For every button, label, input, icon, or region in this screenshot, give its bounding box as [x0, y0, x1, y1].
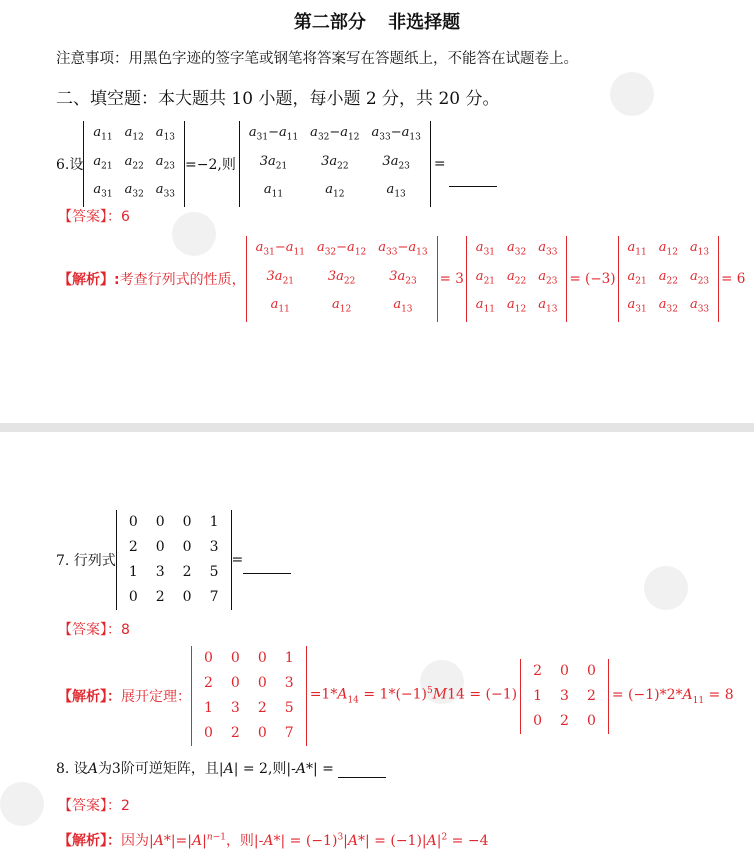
q6-given-value: =−2,则	[185, 156, 236, 173]
matrix-entry: 0	[533, 712, 543, 729]
matrix-entry: $3a_{23}$	[389, 268, 417, 287]
matrix-row	[524, 659, 605, 684]
matrix-entry: $a_{12}$	[658, 240, 678, 258]
analysis-label: 【解析】：	[58, 689, 121, 705]
matrix-entry: $a_{33}$	[538, 240, 558, 258]
matrix-entry: $a_{32}$	[124, 182, 144, 200]
matrix-entry: 0	[257, 650, 267, 666]
title-part2: 非选择题	[388, 12, 461, 33]
matrix-entry: 5	[284, 700, 294, 716]
q6-analysis-determinant-1	[246, 236, 438, 322]
matrix-row	[250, 265, 434, 294]
matrix-entry: 0	[204, 650, 213, 666]
matrix-entry: 0	[204, 725, 213, 741]
matrix-row	[87, 178, 181, 207]
matrix-entry: $a_{13}$	[155, 125, 176, 143]
q8-answer-blank	[338, 761, 386, 778]
q8-answer-row	[58, 795, 130, 815]
q6-answer-blank	[449, 166, 497, 187]
q7-minor-determinant	[520, 659, 609, 734]
q6-step2: = (−3)	[569, 270, 616, 287]
matrix-entry: $a_{23}$	[155, 153, 176, 172]
page-title	[0, 8, 754, 34]
matrix-entry: $a_{13}$	[538, 297, 558, 315]
q7-answer: 8	[121, 622, 130, 638]
matrix-row	[243, 121, 427, 150]
matrix-entry: $a_{13}$	[689, 240, 710, 258]
matrix-entry: $a_{32}-a_{12}$	[316, 240, 367, 258]
matrix-entry: 0	[128, 514, 138, 530]
matrix-row	[524, 709, 605, 734]
q7-result: = $(-1)*2*A_{11} = 8$	[611, 686, 734, 706]
matrix-row	[120, 535, 228, 560]
matrix-entry: 2	[257, 700, 267, 716]
matrix-row	[120, 585, 228, 610]
matrix-entry: 3	[209, 539, 219, 555]
matrix-entry: $a_{21}$	[93, 153, 113, 172]
q6-answer-row	[58, 206, 130, 226]
matrix-row	[470, 293, 564, 322]
q7-determinant	[116, 510, 232, 610]
matrix-row	[243, 150, 427, 179]
matrix-row	[250, 293, 434, 322]
analysis-label: 【解析】:	[58, 271, 120, 288]
matrix-entry: $a_{11}$	[263, 182, 284, 200]
matrix-entry: $a_{33}$	[689, 297, 710, 315]
matrix-entry: 2	[230, 725, 240, 741]
matrix-entry: 0	[230, 675, 240, 691]
matrix-entry: $a_{11}$	[270, 297, 290, 315]
matrix-row	[195, 696, 303, 721]
matrix-entry: 0	[182, 539, 192, 555]
q7-analysis-determinant	[191, 646, 307, 746]
q8-analysis	[58, 830, 489, 850]
matrix-entry: 1	[204, 700, 213, 716]
q6-analysis-determinant-3	[618, 236, 720, 322]
watermark-logo	[0, 782, 44, 826]
q7-equals: =	[231, 552, 244, 568]
matrix-entry: $a_{23}$	[538, 268, 558, 287]
matrix-entry: 1	[209, 514, 219, 530]
answer-label: 【答案】：	[58, 622, 121, 638]
matrix-entry: 2	[204, 675, 213, 691]
q6-given-determinant	[83, 121, 185, 207]
matrix-row	[250, 236, 434, 265]
matrix-entry: 3	[560, 687, 569, 704]
matrix-entry: 3	[230, 700, 240, 716]
matrix-entry: $a_{22}$	[658, 268, 678, 287]
analysis-label: 【解析】：	[58, 833, 121, 849]
matrix-entry: 2	[155, 589, 165, 605]
q6-analysis-determinant-2	[466, 236, 568, 322]
matrix-entry: $3a_{22}$	[327, 268, 356, 287]
matrix-entry: 0	[560, 662, 569, 679]
matrix-entry: $a_{23}$	[689, 268, 710, 287]
q7-answer-row	[58, 619, 130, 639]
matrix-entry: $a_{31}-a_{11}$	[255, 240, 305, 258]
answer-label: 【答案】：	[58, 798, 121, 814]
q8-question: 8. 设A为3阶可逆矩阵，且|A| = 2,则|-A*| =	[56, 761, 339, 777]
q7-answer-blank	[243, 553, 291, 574]
watermark-logo	[644, 566, 688, 610]
matrix-entry: $a_{31}$	[93, 182, 113, 200]
matrix-row	[470, 236, 564, 265]
instructions-note: 注意事项：用黑色字迹的签字笔或钢笔将答案写在答题纸上，不能答在试题卷上。	[56, 51, 578, 67]
q7-prefix: 7. 行列式	[56, 553, 116, 569]
answer-label: 【答案】：	[58, 209, 121, 225]
matrix-entry: 1	[284, 650, 294, 666]
matrix-entry: $a_{12}$	[331, 297, 352, 315]
matrix-entry: $a_{32}-a_{12}$	[310, 125, 360, 143]
q7-analysis-text: 展开定理：	[121, 689, 191, 705]
q7-expansion: $=1*A_{14} = 1*(-1)^5M14 = (-1)$	[309, 686, 518, 706]
matrix-entry: $a_{11}$	[627, 240, 647, 258]
matrix-row	[87, 121, 181, 150]
matrix-row	[87, 150, 181, 179]
matrix-entry: $a_{31}$	[475, 240, 496, 258]
matrix-row	[622, 236, 716, 265]
matrix-row	[195, 721, 303, 746]
matrix-entry: 0	[182, 514, 192, 530]
matrix-entry: 0	[155, 539, 165, 555]
matrix-entry: 7	[284, 725, 294, 741]
matrix-entry: $a_{11}$	[93, 125, 113, 143]
q6-target-determinant	[239, 121, 431, 207]
matrix-entry: $3a_{21}$	[259, 153, 288, 172]
matrix-entry: $a_{12}$	[124, 125, 144, 143]
matrix-entry: 3	[284, 675, 294, 691]
matrix-row	[524, 684, 605, 709]
matrix-entry: $a_{11}$	[475, 297, 496, 315]
watermark-logo	[610, 72, 654, 116]
question-6	[56, 121, 497, 207]
matrix-entry: $a_{32}$	[658, 297, 678, 315]
matrix-entry: 2	[182, 564, 192, 580]
matrix-entry: 3	[155, 564, 165, 580]
q6-step1: = 3	[439, 270, 464, 287]
q6-prefix: 6.设	[56, 156, 84, 173]
matrix-entry: $a_{22}$	[124, 153, 144, 172]
matrix-entry: $a_{32}$	[507, 240, 527, 258]
matrix-entry: 2	[586, 687, 596, 704]
matrix-entry: $a_{12}$	[325, 182, 345, 200]
q6-answer: 6	[121, 209, 130, 225]
section-heading: 二、填空题：本大题共 10 小题，每小题 2 分，共 20 分。	[56, 89, 500, 109]
matrix-entry: 5	[209, 564, 219, 580]
matrix-entry: 1	[533, 687, 543, 704]
matrix-entry: $a_{12}$	[507, 297, 527, 315]
matrix-entry: $3a_{23}$	[382, 153, 410, 172]
matrix-row	[120, 560, 228, 585]
q6-result: = 6	[721, 270, 746, 287]
matrix-entry: $a_{13}$	[386, 182, 406, 200]
matrix-entry: 1	[128, 564, 138, 580]
matrix-entry: 0	[257, 675, 267, 691]
matrix-entry: $a_{33}$	[155, 182, 176, 200]
title-part1: 第二部分	[293, 12, 366, 33]
matrix-row	[195, 671, 303, 696]
matrix-entry: $a_{21}$	[627, 268, 647, 287]
matrix-entry: 0	[586, 712, 596, 729]
matrix-entry: $a_{31}-a_{11}$	[248, 125, 299, 143]
question-7	[56, 510, 291, 610]
matrix-row	[622, 265, 716, 294]
matrix-entry: 0	[128, 589, 138, 605]
matrix-entry: $a_{33}-a_{13}$	[371, 125, 421, 143]
matrix-entry: $a_{21}$	[475, 268, 496, 287]
question-8	[56, 758, 386, 778]
matrix-row	[470, 265, 564, 294]
q8-answer: 2	[121, 798, 130, 814]
matrix-entry: 0	[257, 725, 267, 741]
matrix-entry: $3a_{21}$	[266, 268, 295, 287]
matrix-entry: $a_{22}$	[507, 268, 527, 287]
matrix-row	[243, 178, 427, 207]
q6-equals: =	[433, 155, 446, 172]
matrix-row	[120, 510, 228, 535]
matrix-entry: 2	[560, 712, 569, 729]
q6-analysis-text: 考查行列式的性质，	[119, 271, 246, 288]
page-divider	[0, 423, 754, 432]
matrix-entry: $a_{31}$	[627, 297, 647, 315]
matrix-entry: 0	[586, 662, 596, 679]
q6-analysis	[58, 236, 745, 322]
matrix-entry: 0	[230, 650, 240, 666]
matrix-entry: 7	[209, 589, 219, 605]
matrix-entry: $a_{13}$	[393, 297, 413, 315]
matrix-entry: 0	[155, 514, 165, 530]
q7-analysis	[58, 646, 734, 746]
matrix-entry: 2	[533, 662, 543, 679]
matrix-entry: 2	[128, 539, 138, 555]
matrix-entry: 0	[182, 589, 192, 605]
q8-analysis-text: 因为$|A*|=|A|^{n-1}$，则$|-A*| = (-1)^3|A*| = (-1)|A|^2 = -4$	[121, 832, 489, 849]
matrix-entry: $a_{33}-a_{13}$	[378, 240, 428, 258]
matrix-entry: $3a_{22}$	[321, 153, 349, 172]
matrix-row	[195, 646, 303, 671]
matrix-row	[622, 293, 716, 322]
